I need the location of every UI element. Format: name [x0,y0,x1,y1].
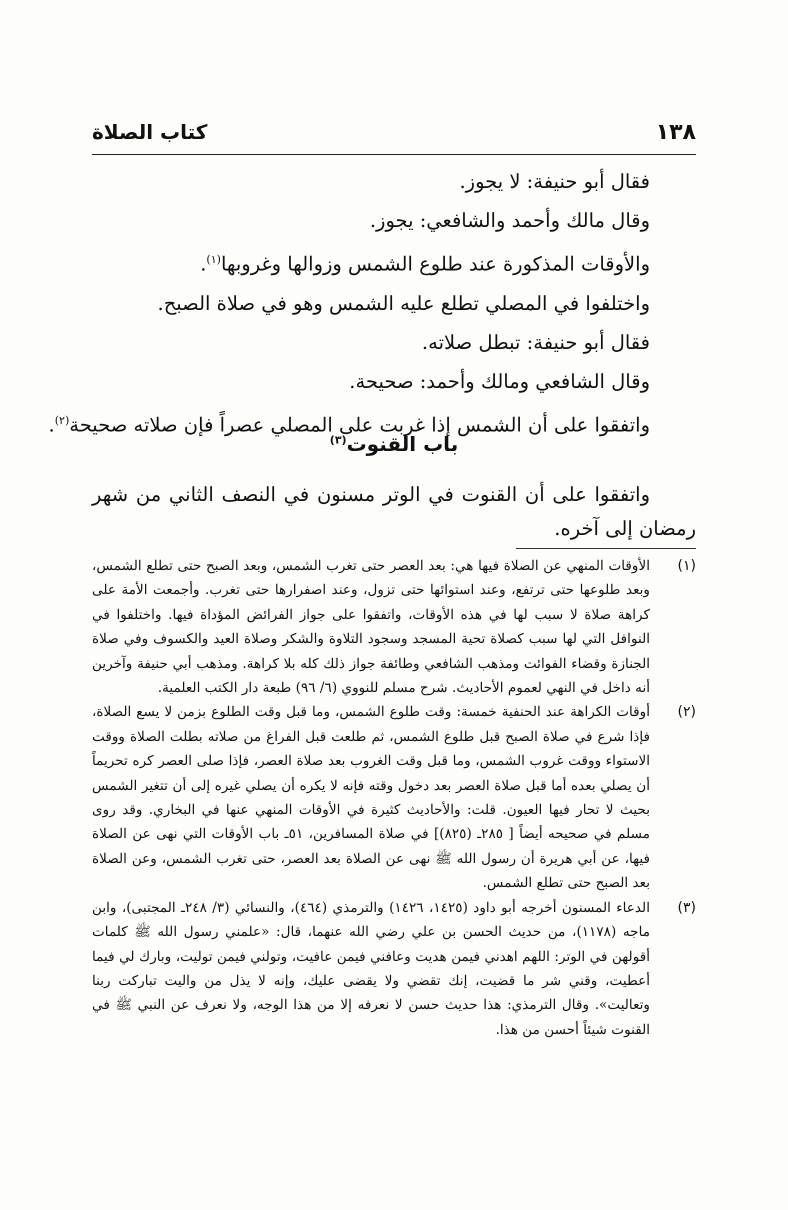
text-line-content: والأوقات المذكورة عند طلوع الشمس وزوالها وغروبها [220,252,650,276]
text-line-end: . [48,413,55,436]
text-line: فقال أبو حنيفة: تبطل صلاته. [421,330,650,354]
text-line: وقال مالك وأحمد والشافعي: يجوز. [369,209,650,232]
footnote [92,700,696,895]
paragraph-indent [650,483,696,506]
footnote-ref: (٢) [54,413,70,427]
footnote-ref: (١) [206,253,221,266]
footnotes [92,554,696,1042]
footnote-number: (١) [677,558,696,574]
footnote [92,554,696,700]
chapter-paragraph [92,478,696,546]
chapter-title: باب القنوت [346,432,459,456]
footnote-number: (٣) [677,899,696,916]
text-line: واختلفوا في المصلي تطلع عليه الشمس وهو في صلاة الصبح. [157,291,650,315]
footnote-number: (٢) [677,704,696,721]
book-title: كتاب الصلاة [92,120,208,144]
footnote-ref: (٣) [329,433,347,447]
page-number: ١٣٨ [655,120,696,145]
footnote-text: الدعاء المسنون أخرجه أبو داود (١٤٢٥، ١٤٢٦) والترمذي (٤٦٤)، والنسائي (٣/ ٢٤٨ـ المجتبى)، وابن ماجه (١١٧٨)، من حديث الحسن بن علي رضي الله عنهما، قال: «علمني رسول الله ﷺ كلمات أقولهن في الوتر: اللهم اهدني فيمن هديت وعافني فيمن عافيت، وتولني فيمن توليت، وبارك لي فيما أعطيت، وقني شر ما قضيت، إنك تقضي ولا يقضى عليك، وإنه لا يذل من واليت تباركت ربنا وتعاليت». وقال الترمذي: هذا حديث حسن لا نعرفه إلا من هذا الوجه، ولا نعرف عن النبي ﷺ في القنوت شيئاً أحسن من هذا. [92,899,650,1038]
chapter-heading [92,432,696,456]
page-header [92,118,696,155]
paragraph-text: واتفقوا على أن القنوت في الوتر مسنون في النصف الثاني من شهر رمضان إلى آخره. [92,483,696,540]
text-line-content: واتفقوا على أن الشمس إذا غربت على المصلي عصراً فإن صلاته صحيحة [69,413,650,436]
footnote [92,896,696,1042]
footnote-divider [516,548,696,549]
text-line-end: . [200,252,207,276]
footnote-text: الأوقات المنهي عن الصلاة فيها هي: بعد العصر حتى تغرب الشمس، وبعد الصبح حتى تطلع الشمس، وبعد طلوعها حتى ترتفع، وعند استوائها حتى تزول، وعند اصفرارها حتى تغرب. وأجمعت الأمة على كراهة صلاة لا سبب لها في هذه الأوقات، واتفقوا على جواز الفرائض المؤداة فيها. واختلفوا في النوافل التي لها سبب كصلاة تحية المسجد وسجود التلاوة والشكر وصلاة العيد والكسوف وفي صلاة الجنازة وقضاء الفوائت ومذهب الشافعي وطائفة جواز ذلك كله بلا كراهة. ومذهب أبي حنيفة وآخرين أنه داخل في النهي لعموم الأحاديث. شرح مسلم للنووي (٦/ ٩٦) طبعة دار الكتب العلمية. [92,558,650,697]
text-line: وقال الشافعي ومالك وأحمد: صحيحة. [349,369,650,393]
footnote-text: أوقات الكراهة عند الحنفية خمسة: وقت طلوع الشمس، وما قبل وقت الطلوع بزمن لا يسع الصلاة، فإذا شرع في صلاة الصبح قبل طلوع الشمس، ثم طلعت قبل الفراغ من صلاته بطلت الصلاة ووقت الاستواء ووقت غروب الشمس، وما قبل وقت الغروب بعد صلاة العصر، فإذا صلى العصر كره تحريماً أن يصلي بعده أما قبل صلاة العصر بعد دخول وقته فإنه لا يكره أن يصلي غيره إلى أن تتغير الشمس بحيث لا تحار فيها العيون. قلت: والأحاديث كثيرة في الأوقات المنهي عنها في البخاري. وقد روى مسلم في صحيحه أيضاً [ ٢٨٥ـ (٨٢٥)] في صلاة المسافرين، ٥١ـ باب الأوقات التي نهى عن الصلاة فيها، عن أبي هريرة أن رسول الله ﷺ نهى عن الصلاة بعد العصر، حتى تغرب الشمس، وعن الصلاة بعد الصبح حتى تطلع الشمس. [92,704,651,892]
text-line [92,240,696,284]
main-text [48,162,696,447]
text-line: فقال أبو حنيفة: لا يجوز. [459,170,650,193]
